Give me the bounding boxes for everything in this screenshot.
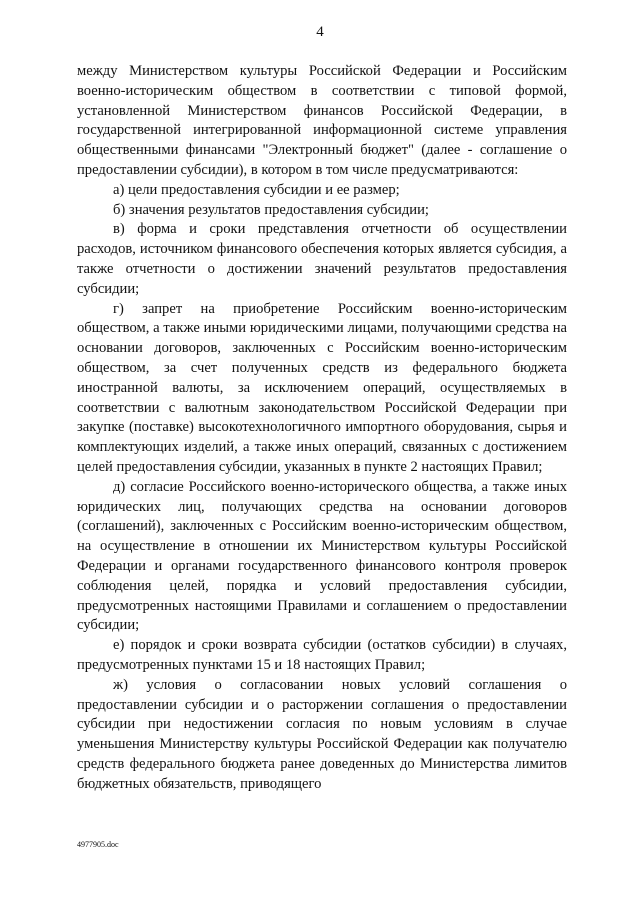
paragraph-item-b: б) значения результатов предоставления субсидии; [113,201,429,218]
paragraph-item-g: г) запрет на приобретение Российским военно-историческим обществом, а также иными юридическими лицами, получающими средства на основании договоров, заключенных с Российским военно-историческим обществом, за счет полученных средств из федерального бюджета иностранной валюты, за исключением операций, осуществляемых в соответствии с валютным законодательством Российской Федерации при закупке (поставке) высокотехнологичного импортного оборудования, сырья и комплектующих изделий, а также иных операций, связанных с достижением целей предоставления субсидии, указанных в пункте 2 настоящих Правил; [77,300,567,475]
paragraph-item-e: е) порядок и сроки возврата субсидии (остатков субсидии) в случаях, предусмотренных пунктами 15 и 18 настоящих Правил; [77,637,567,673]
paragraph-item-v: в) форма и сроки представления отчетности об осуществлении расходов, источником финансового обеспечения которых является субсидия, а также отчетности о достижении значений результатов предоставления субсидии; [77,221,567,297]
paragraph-intro-continuation: между Министерством культуры Российской Федерации и Российским военно-историческим обществом в соответствии с типовой формой, установленной Министерством финансов Российской Федерации, в государственной интегрированной информационной системе управления общественными финансами "Электронный бюджет" (далее - соглашение о предоставлении субсидии), в котором в том числе предусматриваются: [77,63,567,178]
document-file-code: 4977905.doc [77,840,119,849]
paragraph-item-d: д) согласие Российского военно-исторического общества, а также иных юридических лиц, получающих средства на основании договоров (соглашений), заключенных с Российским военно-историческим обществом, на осуществление в отношении их Министерством культуры Российской Федерации и органами государственного финансового контроля проверок соблюдения целей, порядка и условий предоставления субсидии, предусмотренных настоящими Правилами и соглашением о предоставлении субсидии; [77,478,567,634]
paragraph-item-zh: ж) условия о согласовании новых условий соглашения о предоставлении субсидии и о расторжении соглашения о предоставлении субсидии при недостижении согласия по новым условиям в случае уменьшения Министерству культуры Российской Федерации как получателю средств федерального бюджета ранее доведенных до Министерства лимитов бюджетных обязательств, приводящего [77,676,567,792]
document-body [77,62,567,794]
page-number: 4 [316,24,324,40]
paragraph-item-a: а) цели предоставления субсидии и ее размер; [113,181,400,198]
